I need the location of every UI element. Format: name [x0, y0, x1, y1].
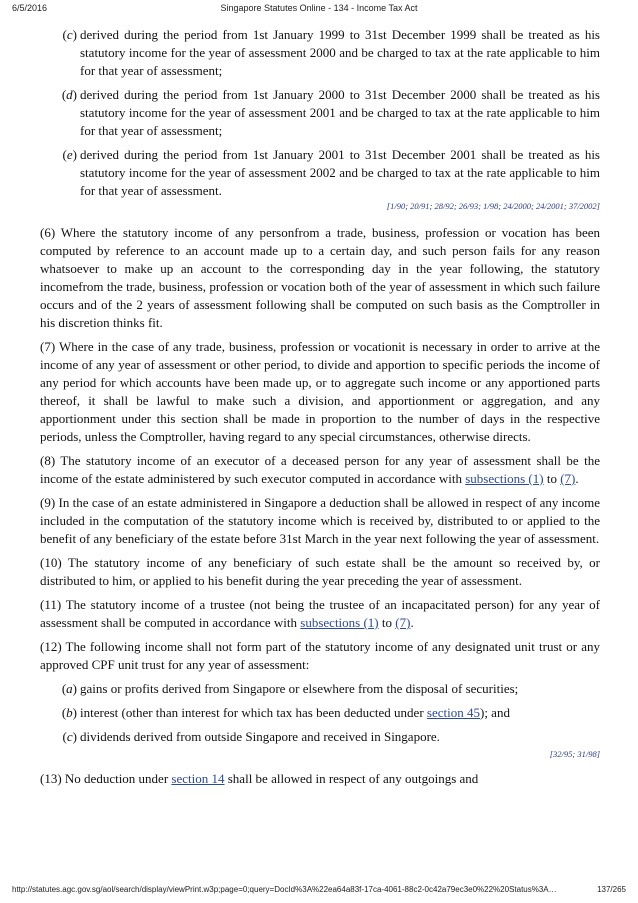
paragraph-6: (6) Where the statutory income of any personfrom a trade, business, profession or vocation has been computed by reference to an account made up to a certain day, and such person fails for any reason whatsoever to make up an account to the corresponding day in the year following, the statutory incomefrom the trade, business, profession or vocation both of the year of assessment in which such failure occurs and of the 2 years of assessment following shall be computed on such basis as the Comptroller in his discretion thinks fit.: [40, 225, 600, 330]
punctuation: .: [575, 471, 579, 486]
paragraph-12: (12) The following income shall not form part of the statutory income of any designated unit trust or any approved CPF unit trust for any year of assessment:: [40, 639, 600, 672]
page-number: 137/265: [597, 885, 626, 894]
punctuation: .: [410, 615, 414, 630]
list-item: (e) derived during the period from 1st January 2001 to 31st December 2001 shall be treated as his statutory income for the year of assessment 2002 and be charged to tax at the rate applicable to him for that year of assessment.: [62, 147, 600, 198]
item-label: a: [66, 681, 73, 696]
item-label: b: [66, 705, 73, 720]
connector-text: to: [378, 615, 396, 630]
paragraph-text: (13) No deduction under: [40, 771, 169, 786]
paragraph-text: (8) The statutory income of an executor of a deceased person for any year of assessment shall be the income of the estate administered by such executor computed in accordance with: [40, 453, 600, 486]
list-item: (a) gains or profits derived from Singapore or elsewhere from the disposal of securities;: [61, 681, 519, 696]
item-text: derived during the period from 1st January 2000 to 31st December 2000 shall be treated as his statutory income for the year of assessment 2001 and be charged to tax at the rate applicable to him for that year of assessment;: [80, 87, 600, 138]
statute-content: [40, 26, 600, 794]
item-label: c: [66, 27, 73, 42]
item-text: gains or profits derived from Singapore or elsewhere from the disposal of securities;: [80, 681, 519, 696]
item-label: d: [66, 87, 73, 102]
subsection-7-link[interactable]: (7): [560, 471, 576, 486]
list-item: (c) dividends derived from outside Singapore and received in Singapore.: [62, 729, 440, 744]
paragraph-7: (7) Where in the case of any trade, business, profession or vocationit is necessary in order to arrive at the income of any year of assessment or other period, to divide and apportion to specific periods the income of any period for which accounts have been made up, or to aggregate such income or any apportioned parts thereof, it shall be lawful to make such a division, and apportionment or aggregation, and any apportionment under this section shall be made in proportion to the number of days in the respective periods, unless the Comptroller, having regard to any special circumstances, otherwise directs.: [40, 339, 600, 444]
subsection-1-link[interactable]: subsections (1): [300, 615, 379, 630]
item-text: derived during the period from 1st January 2001 to 31st December 2001 shall be treated as his statutory income for the year of assessment 2002 and be charged to tax at the rate applicable to him for that year of assessment.: [80, 147, 600, 198]
paragraph-text: shall be allowed in respect of any outgoings and: [224, 771, 479, 786]
section-45-link[interactable]: section 45: [426, 705, 480, 720]
subsection-1-link[interactable]: subsections (1): [465, 471, 544, 486]
list-item: (b) interest (other than interest for which tax has been deducted under section 45); and: [61, 705, 510, 720]
list-item: (d) derived during the period from 1st January 2000 to 31st December 2000 shall be treated as his statutory income for the year of assessment 2001 and be charged to tax at the rate applicable to him for that year of assessment;: [61, 87, 600, 138]
paragraph-text: (11) The statutory income of a trustee (not being the trustee of an incapacitated person) for any year of assessment shall be computed in accordance with: [40, 597, 600, 630]
paragraph-8: [40, 452, 600, 488]
amendment-citation: [32/95; 31/98]: [549, 749, 600, 759]
page-header: [12, 3, 626, 17]
source-url: http://statutes.agc.gov.sg/aol/search/display/viewPrint.w3p;page=0;query=DocId%3A%22ea64a83f-17ca-4061-88c2-0c42a79ec3e0%22%20Status%3A…: [12, 885, 557, 894]
page-footer: [12, 885, 626, 897]
paragraph-13: [40, 770, 600, 788]
list-item: (c) derived during the period from 1st January 1999 to 31st December 1999 shall be treated as his statutory income for the year of assessment 2000 and be charged to tax at the rate applicable to him for that year of assessment;: [62, 27, 600, 78]
section-14-link[interactable]: section 14: [171, 771, 225, 786]
item-label: e: [66, 147, 73, 162]
item-label: c: [66, 729, 73, 744]
item-text: dividends derived from outside Singapore and received in Singapore.: [80, 729, 440, 744]
item-text: derived during the period from 1st January 1999 to 31st December 1999 shall be treated as his statutory income for the year of assessment 2000 and be charged to tax at the rate applicable to him for that year of assessment;: [80, 27, 600, 78]
page-title: Singapore Statutes Online - 134 - Income Tax Act: [220, 3, 418, 13]
paragraph-10: (10) The statutory income of any beneficiary of such estate shall be the amount so received by, or distributed to him, or applied to his benefit during the year preceding the year of assessment.: [40, 555, 600, 588]
print-date: 6/5/2016: [12, 3, 48, 13]
punctuation: ); and: [479, 705, 510, 720]
paragraph-9: (9) In the case of an estate administered in Singapore a deduction shall be allowed in respect of any income included in the computation of the statutory income which is received by, distributed to or applied to the benefit of any beneficiary of the estate before 31st March in the year next following the year of assessment.: [40, 495, 600, 546]
paragraph-11: [40, 596, 600, 632]
amendment-citation: [1/90; 20/91; 28/92; 26/93; 1/98; 24/2000; 24/2001; 37/2002]: [386, 201, 600, 211]
subsection-7-link[interactable]: (7): [395, 615, 411, 630]
connector-text: to: [543, 471, 561, 486]
item-text: interest (other than interest for which tax has been deducted under: [80, 705, 424, 720]
